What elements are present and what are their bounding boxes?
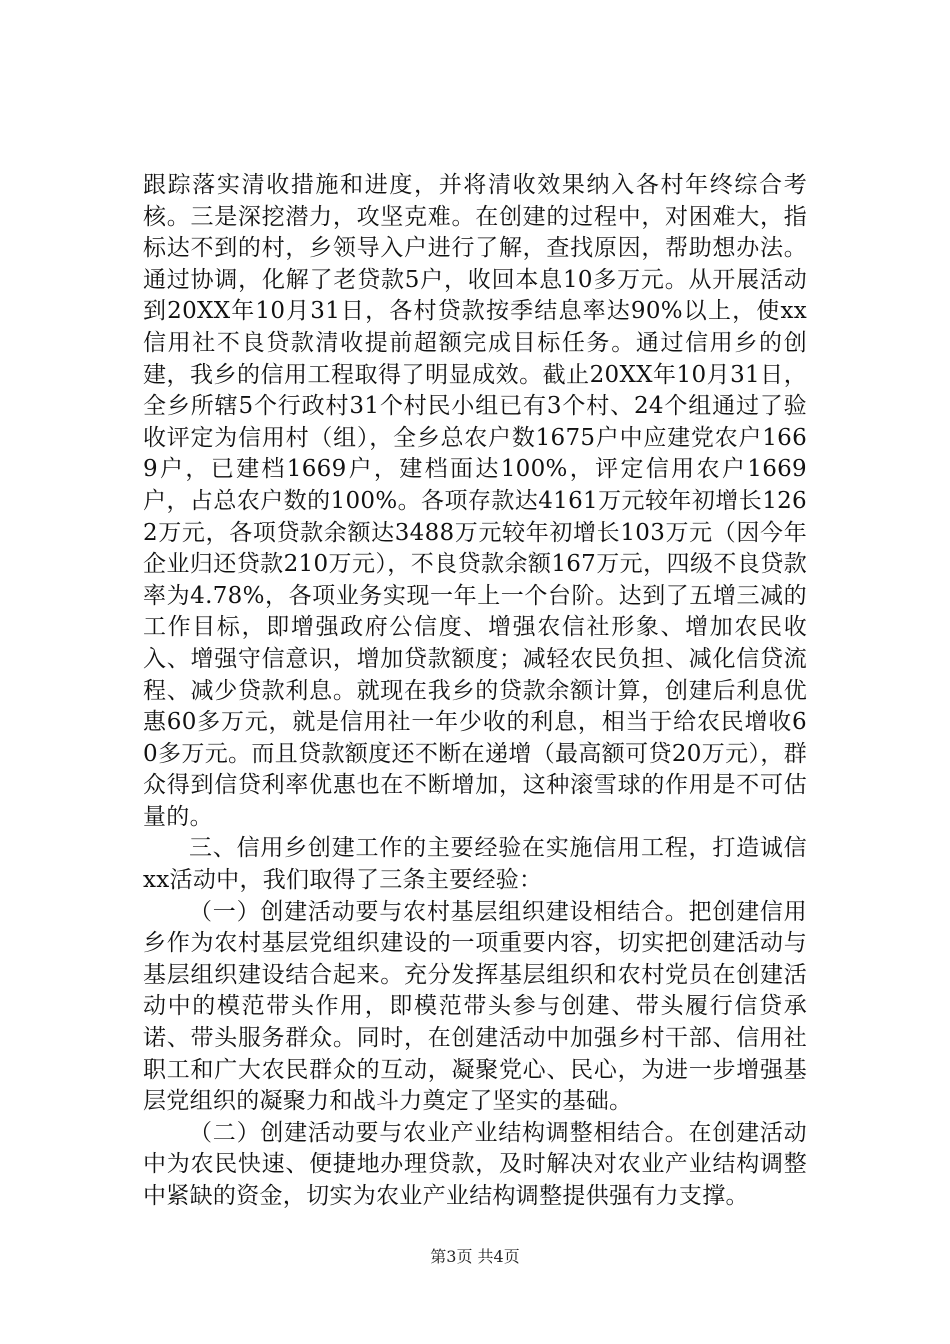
paragraph-experience-one: （一）创建活动要与农村基层组织建设相结合。把创建信用乡作为农村基层党组织建设的一项重要内容，切实把创建活动与基层组织建设结合起来。充分发挥基层组织和农村党员在创建活动中的模范带头作用，即模范带头参与创建、带头履行信贷承诺、带头服务群众。同时，在创建活动中加强乡村干部、信用社职工和广大农民群众的互动，凝聚党心、民心，为进一步增强基层党组织的凝聚力和战斗力奠定了坚实的基础。 [143, 898, 807, 1115]
paragraph-main-experience: 三、信用乡创建工作的主要经验在实施信用工程，打造诚信xx活动中，我们取得了三条主要经验： [143, 835, 807, 894]
page-number-footer: 第3页 共4页 [430, 1247, 520, 1266]
paragraph-experience-two: （二）创建活动要与农业产业结构调整相结合。在创建活动中为农民快速、便捷地办理贷款，及时解决对农业产业结构调整中紧缺的资金，切实为农业产业结构调整提供强有力支撑。 [143, 1119, 807, 1209]
paragraph-loan-results: 跟踪落实清收措施和进度，并将清收效果纳入各村年终综合考核。三是深挖潜力，攻坚克难。在创建的过程中，对困难大，指标达不到的村，乡领导入户进行了解，查找原因，帮助想办法。通过协调，化解了老贷款5户，收回本息10多万元。从开展活动到20XX年10月31日，各村贷款按季结息率达90%以上，使xx信用社不良贷款清收提前超额完成目标任务。通过信用乡的创建，我乡的信用工程取得了明显成效。截止20XX年10月31日，全乡所辖5个行政村31个村民小组已有3个村、24个组通过了验收评定为信用村（组），全乡总农户数1675户中应建党农户1669户，已建档1669户，建档面达100%，评定信用农户1669户，占总农户数的100%。各项存款达4161万元较年初增长1262万元，各项贷款余额达3488万元较年初增长103万元（因今年企业归还贷款210万元），不良贷款余额167万元，四级不良贷款率为4.78%，各项业务实现一年上一个台阶。达到了五增三减的工作目标，即增强政府公信度、增强农信社形象、增加农民收入、增强守信意识，增加贷款额度；减轻农民负担、减化信贷流程、减少贷款利息。就现在我乡的贷款余额计算，创建后利息优惠60多万元，就是信用社一年少收的利息，相当于给农民增收60多万元。而且贷款额度还不断在递增（最高额可贷20万元），群众得到信贷利率优惠也在不断增加，这种滚雪球的作用是不可估量的。 [143, 172, 807, 830]
document-body [143, 170, 807, 1213]
